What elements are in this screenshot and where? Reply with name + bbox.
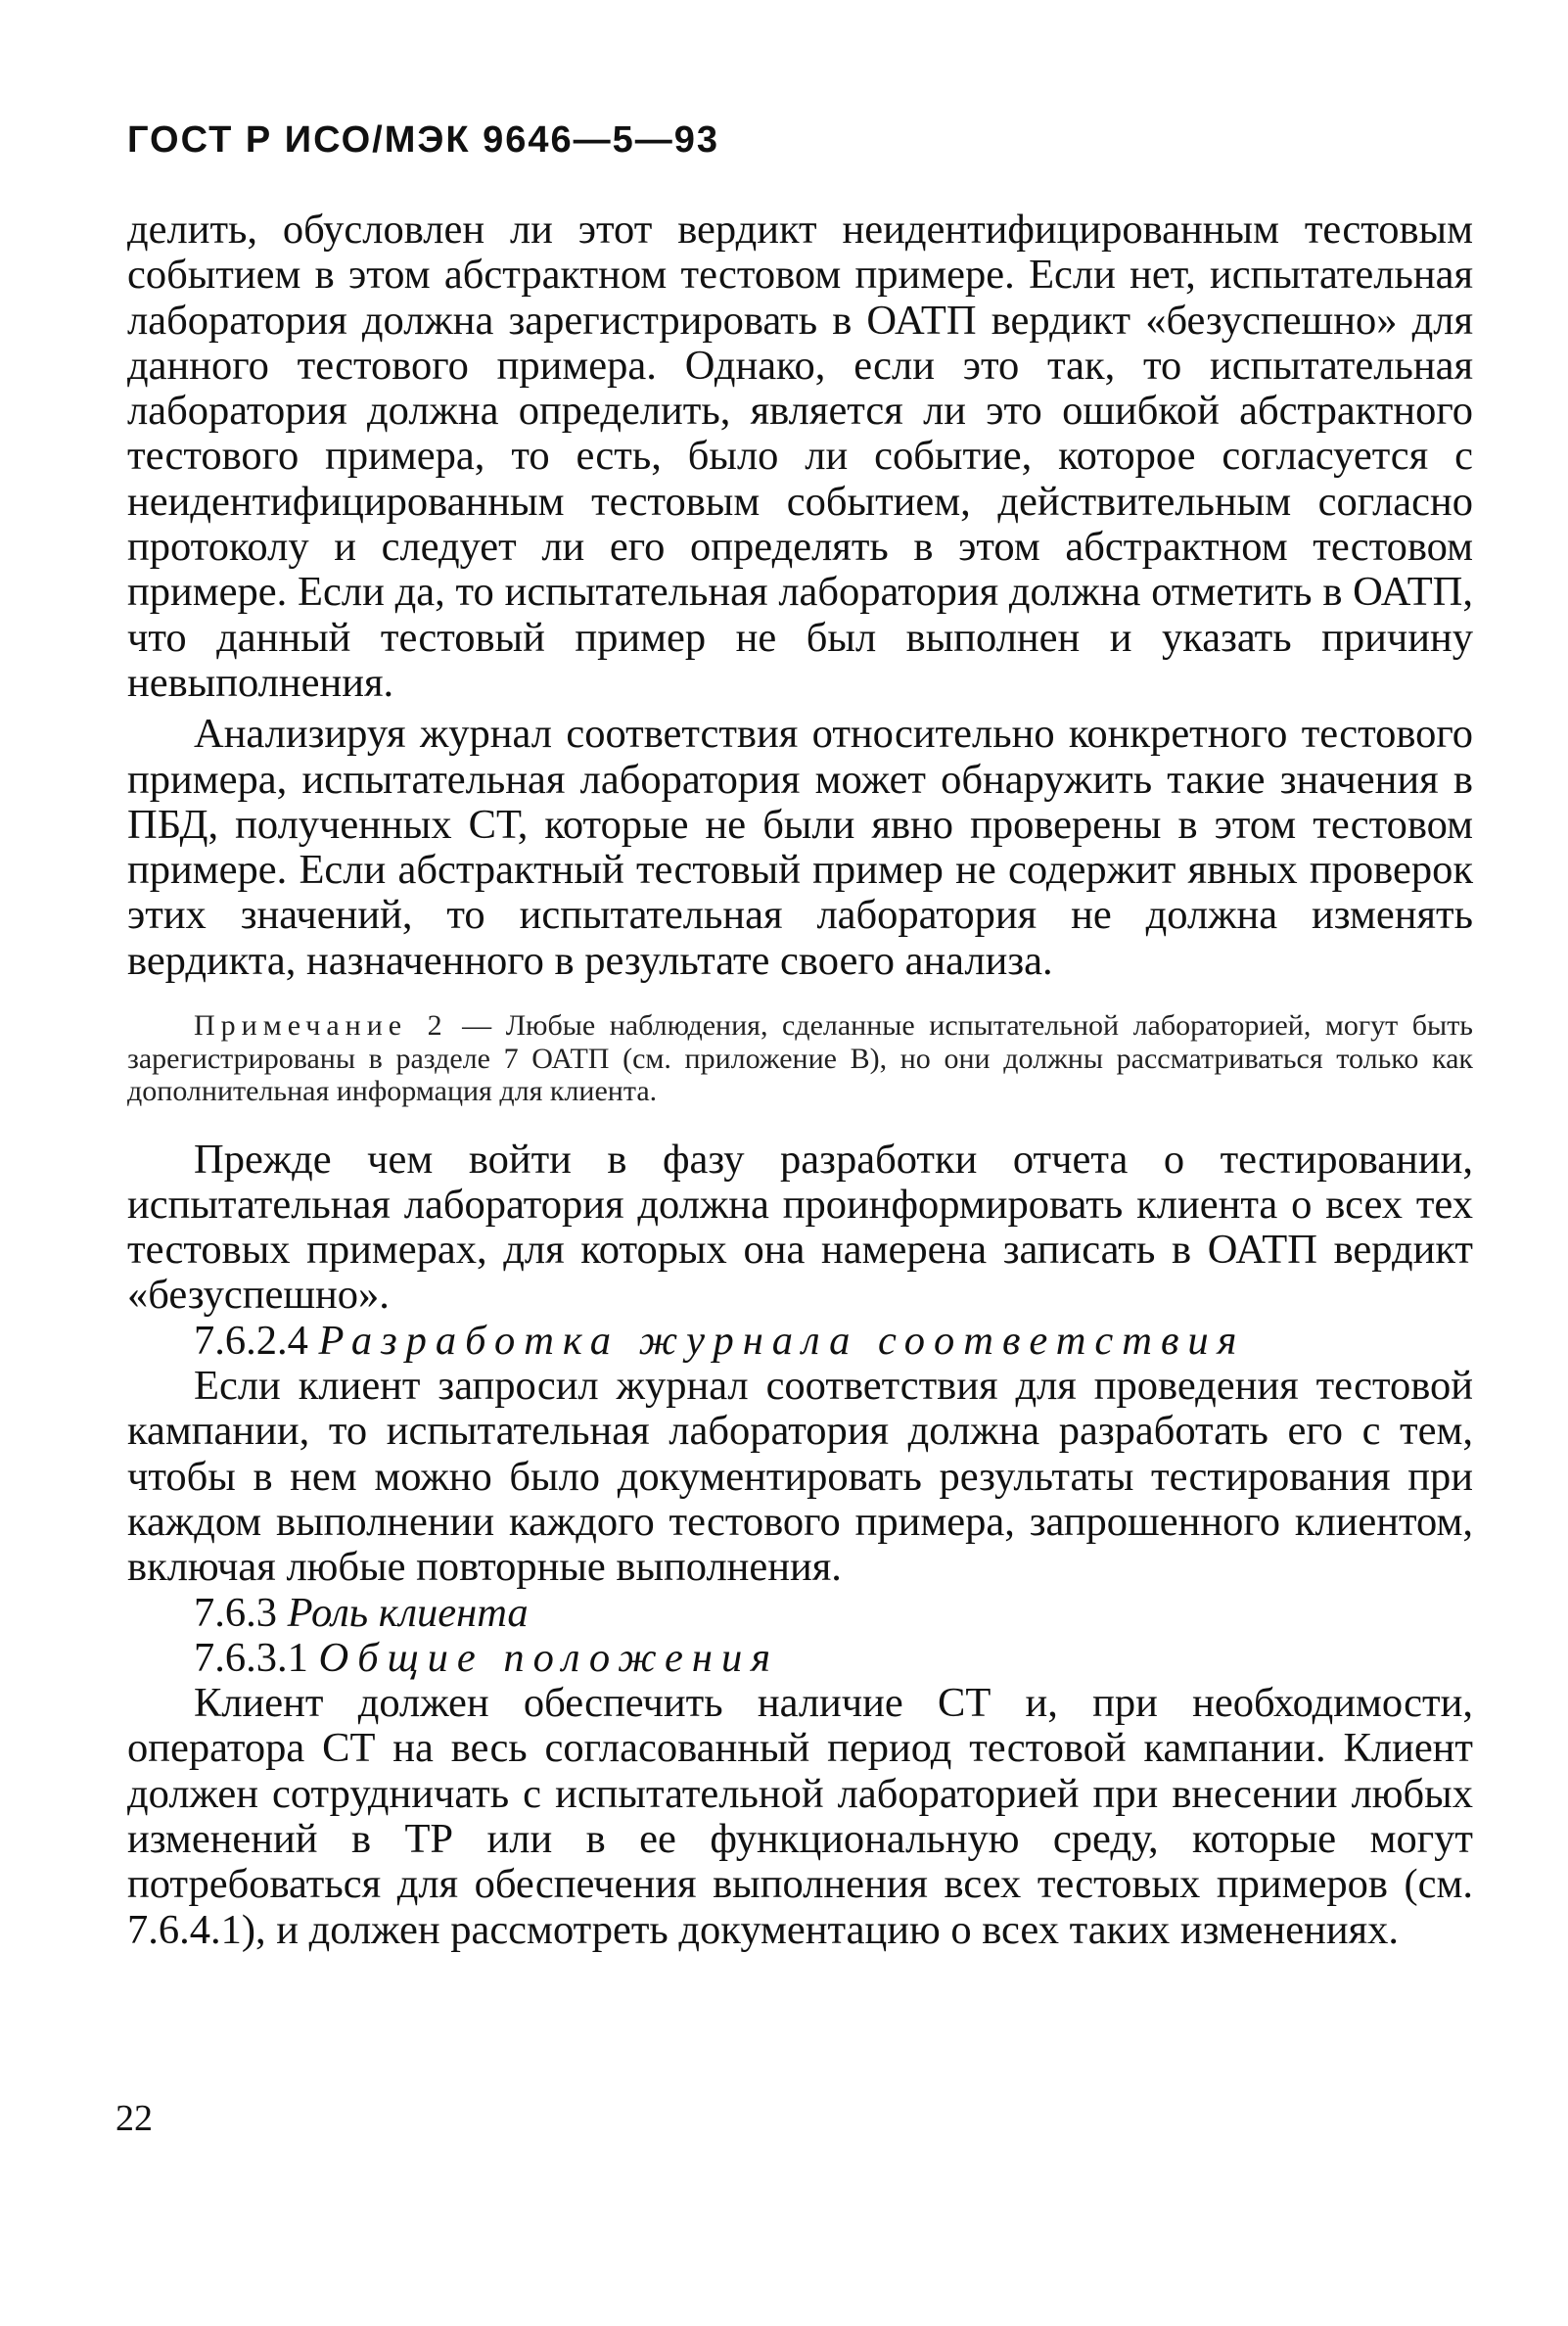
section-title: Общие положения — [318, 1634, 779, 1681]
paragraph-continuation: делить, обусловлен ли этот вердикт неидентифицированным тестовым событием в этом абстрактном тестовом примере. Если нет, испытательная лаборатория должна зарегистрировать в ОАТП вердикт «безуспешно» для данного тестового примера. Однако, если это так, то испытательная лаборатория должна определить, является ли это ошибкой абстрактного тестового примера, то есть, было ли событие, которое согласуется с неидентифицированным тестовым событием, действительным согласно протоколу и следует ли его определять в этом абстрактном тестовом примере. Если да, то испытательная лаборатория должна отметить в ОАТП, что данный тестовый пример не был выполнен и указать причину невыполнения. — [127, 207, 1473, 706]
note-text: — Любые наблюдения, сделанные испытательной лабораторией, могут быть зарегистрированы в разделе 7 ОАТП (см. приложение В), но они должны рассматриваться только как дополнительная информация для клиента. — [127, 1009, 1473, 1108]
section-heading-7-6-2-4 — [127, 1319, 1473, 1364]
paragraph-client-role: Клиент должен обеспечить наличие СТ и, при необходимости, оператора СТ на весь согласованный период тестовой кампании. Клиент должен сотрудничать с испытательной лабораторией при внесении любых изменений в ТР или в ее функциональную среду, которые могут потребоваться для обеспечения выполнения всех тестовых примеров (см. 7.6.4.1), и должен рассмотреть документацию о всех таких изменениях. — [127, 1680, 1473, 1953]
note-label: Примечание 2 — [194, 1009, 448, 1043]
section-number: 7.6.2.4 — [194, 1317, 308, 1364]
section-title: Роль клиента — [287, 1589, 529, 1636]
section-number: 7.6.3.1 — [194, 1634, 308, 1681]
note-2 — [127, 1009, 1473, 1108]
section-number: 7.6.3 — [194, 1589, 277, 1636]
section-title: Разработка журнала соответствия — [318, 1317, 1246, 1364]
paragraph-before-report: Прежде чем войти в фазу разработки отчета о тестировании, испытательная лаборатория должна проинформировать клиента о всех тех тестовых примерах, для которых она намерена записать в ОАТП вердикт «безуспешно». — [127, 1136, 1473, 1319]
paragraph-log-development: Если клиент запросил журнал соответствия для проведения тестовой кампании, то испытательная лаборатория должна разработать его с тем, чтобы в нем можно было документировать результаты тестирования при каждом выполнении каждого тестового примера, запрошенного клиентом, включая любые повторные выполнения. — [127, 1363, 1473, 1591]
page-content — [127, 208, 1473, 1953]
section-heading-7-6-3-1 — [127, 1636, 1473, 1681]
paragraph-analysis: Анализируя журнал соответствия относительно конкретного тестового примера, испытательная лаборатория может обнаружить такие значения в ПБД, полученных СТ, которые не были явно проверены в этом тестовом примере. Если абстрактный тестовый пример не содержит явных проверок этих значений, то испытательная лаборатория не должна изменять вердикта, назначенного в результате своего анализа. — [127, 711, 1473, 984]
section-heading-7-6-3 — [127, 1591, 1473, 1636]
page-number: 22 — [115, 2098, 153, 2139]
page-header: ГОСТ Р ИСО/МЭК 9646—5—93 — [127, 119, 720, 161]
